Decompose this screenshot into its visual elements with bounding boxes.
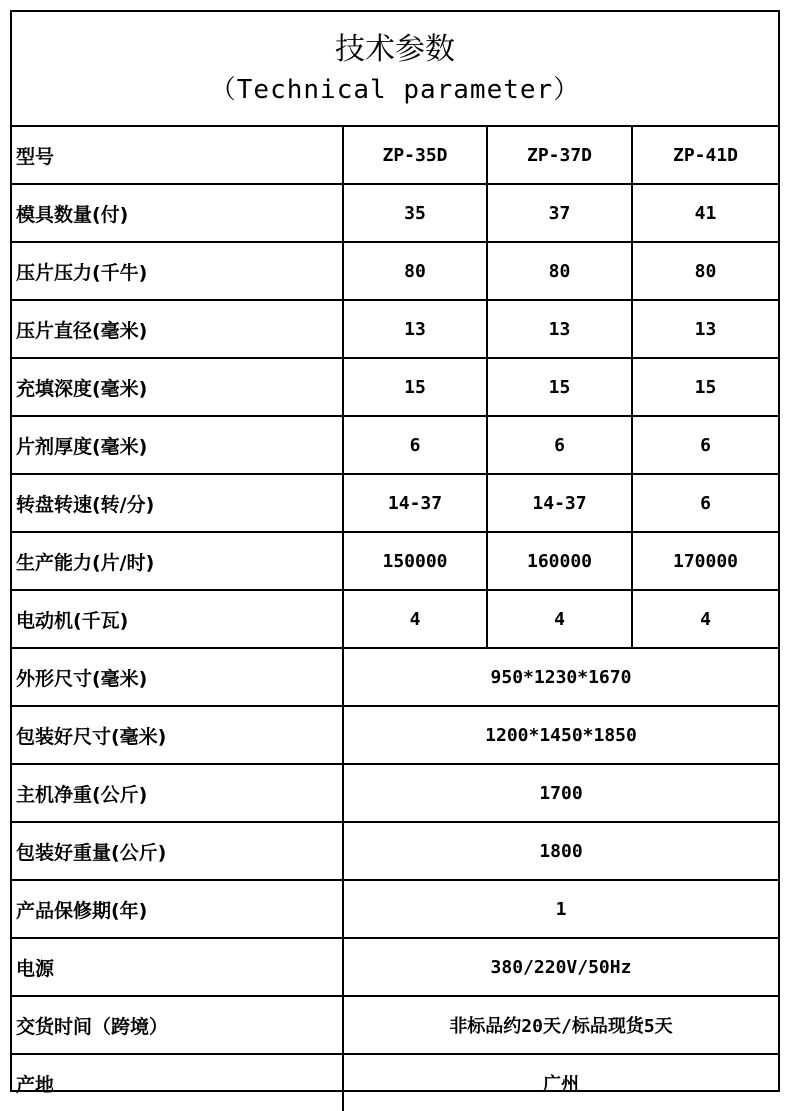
row-label: 主机净重(公斤): [12, 764, 343, 822]
value-cell: 35: [343, 184, 487, 242]
shared-value-cell: 1800: [343, 822, 778, 880]
table-row: [12, 706, 778, 764]
row-label: 模具数量(付): [12, 184, 343, 242]
row-label: 产品保修期(年): [12, 880, 343, 938]
page-title: 技术参数: [335, 32, 455, 67]
table-row: [12, 938, 778, 996]
table-row: [12, 880, 778, 938]
spec-sheet: [10, 10, 780, 1096]
row-label: 外形尺寸(毫米): [12, 648, 343, 706]
title-block: [12, 12, 778, 127]
row-label: 充填深度(毫米): [12, 358, 343, 416]
table-row: [12, 1054, 778, 1111]
row-label: 型号: [16, 145, 55, 168]
table-row: [12, 996, 778, 1054]
table-row: [12, 242, 778, 300]
value-cell: 80: [632, 242, 778, 300]
spec-table: [12, 127, 778, 1111]
value-cell: 41: [632, 184, 778, 242]
shared-value-cell: 380/220V/50Hz: [343, 938, 778, 996]
table-row: [12, 764, 778, 822]
value-cell: 150000: [343, 532, 487, 590]
row-label: 片剂厚度(毫米): [12, 416, 343, 474]
row-label: 电源: [12, 938, 343, 996]
table-row: [12, 184, 778, 242]
shared-value-cell: 950*1230*1670: [343, 648, 778, 706]
value-cell: 13: [632, 300, 778, 358]
value-cell: 80: [343, 242, 487, 300]
row-label: 包装好重量(公斤): [12, 822, 343, 880]
value-cell: 15: [632, 358, 778, 416]
model-cell: ZP-35D: [343, 127, 487, 184]
shared-value-cell: 1700: [343, 764, 778, 822]
value-cell: 6: [343, 416, 487, 474]
table-row: [12, 590, 778, 648]
shared-value-cell: 1200*1450*1850: [343, 706, 778, 764]
row-label: 包装好尺寸(毫米): [12, 706, 343, 764]
model-cell: ZP-41D: [632, 127, 778, 184]
row-label: 压片压力(千牛): [12, 242, 343, 300]
shared-value-cell: 广州: [343, 1054, 778, 1111]
value-cell: 14-37: [487, 474, 632, 532]
value-cell: 13: [487, 300, 632, 358]
value-cell: 37: [487, 184, 632, 242]
value-cell: 15: [487, 358, 632, 416]
row-label: 生产能力(片/时): [12, 532, 343, 590]
table-row: [12, 532, 778, 590]
row-label: 交货时间（跨境）: [12, 996, 343, 1054]
row-label: 产地: [12, 1054, 343, 1111]
page-subtitle: （Technical parameter）: [209, 75, 581, 105]
row-label: 压片直径(毫米): [12, 300, 343, 358]
row-label: 转盘转速(转/分): [12, 474, 343, 532]
table-row: [12, 300, 778, 358]
value-cell: 6: [487, 416, 632, 474]
table-row: [12, 358, 778, 416]
value-cell: 160000: [487, 532, 632, 590]
row-label: 电动机(千瓦): [12, 590, 343, 648]
value-cell: 4: [343, 590, 487, 648]
shared-value-cell: 非标品约20天/标品现货5天: [343, 996, 778, 1054]
value-cell: 13: [343, 300, 487, 358]
table-row: [12, 648, 778, 706]
value-cell: 80: [487, 242, 632, 300]
value-cell: 4: [487, 590, 632, 648]
value-cell: 170000: [632, 532, 778, 590]
model-cell: ZP-37D: [487, 127, 632, 184]
value-cell: 4: [632, 590, 778, 648]
value-cell: 6: [632, 416, 778, 474]
value-cell: 6: [632, 474, 778, 532]
shared-value-cell: 1: [343, 880, 778, 938]
table-row: [12, 822, 778, 880]
value-cell: 14-37: [343, 474, 487, 532]
table-row-model: [12, 127, 778, 184]
table-row: [12, 416, 778, 474]
value-cell: 15: [343, 358, 487, 416]
table-row: [12, 474, 778, 532]
